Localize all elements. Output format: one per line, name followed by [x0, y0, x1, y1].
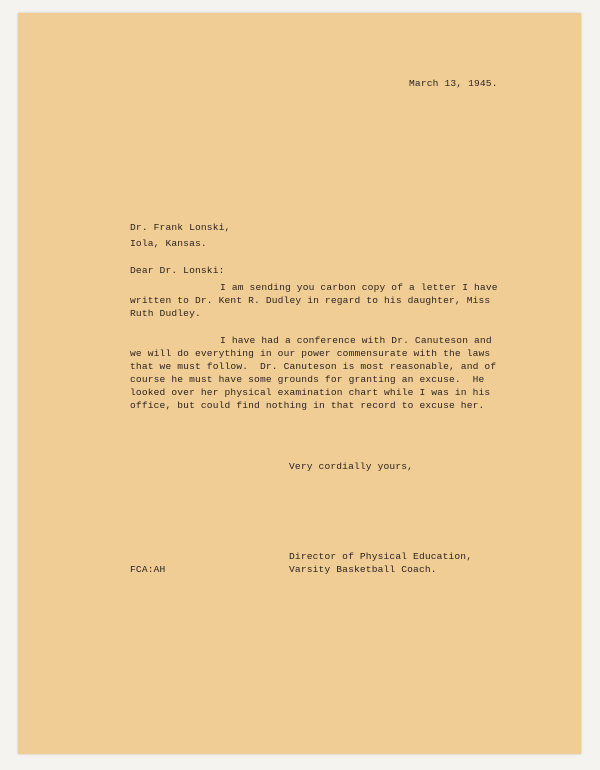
- paragraph-2-line: that we must follow. Dr. Canuteson is most reasonable, and of: [130, 361, 497, 372]
- paragraph-2-line: looked over her physical examination chart while I was in his: [130, 387, 491, 398]
- letter-paper: [18, 13, 581, 754]
- letter-date: March 13, 1945.: [409, 78, 498, 89]
- typist-initials: FCA:AH: [130, 564, 166, 575]
- paragraph-2-line: we will do everything in our power commensurate with the laws: [130, 348, 491, 359]
- paragraph-2-line: course he must have some grounds for granting an excuse. He: [130, 374, 485, 385]
- recipient-name: Dr. Frank Lonski,: [130, 222, 231, 233]
- paragraph-1-line: Ruth Dudley.: [130, 308, 201, 319]
- paragraph-2-line: office, but could find nothing in that record to excuse her.: [130, 400, 485, 411]
- salutation: Dear Dr. Lonski:: [130, 265, 225, 276]
- recipient-location: Iola, Kansas.: [130, 238, 207, 249]
- signature-title-2: Varsity Basketball Coach.: [289, 564, 437, 575]
- signature-title-1: Director of Physical Education,: [289, 551, 473, 562]
- paragraph-2-line: I have had a conference with Dr. Canuteson and: [220, 335, 492, 346]
- paragraph-1-line: I am sending you carbon copy of a letter I have: [220, 282, 498, 293]
- closing: Very cordially yours,: [289, 461, 414, 472]
- paragraph-1-line: written to Dr. Kent R. Dudley in regard to his daughter, Miss: [130, 295, 491, 306]
